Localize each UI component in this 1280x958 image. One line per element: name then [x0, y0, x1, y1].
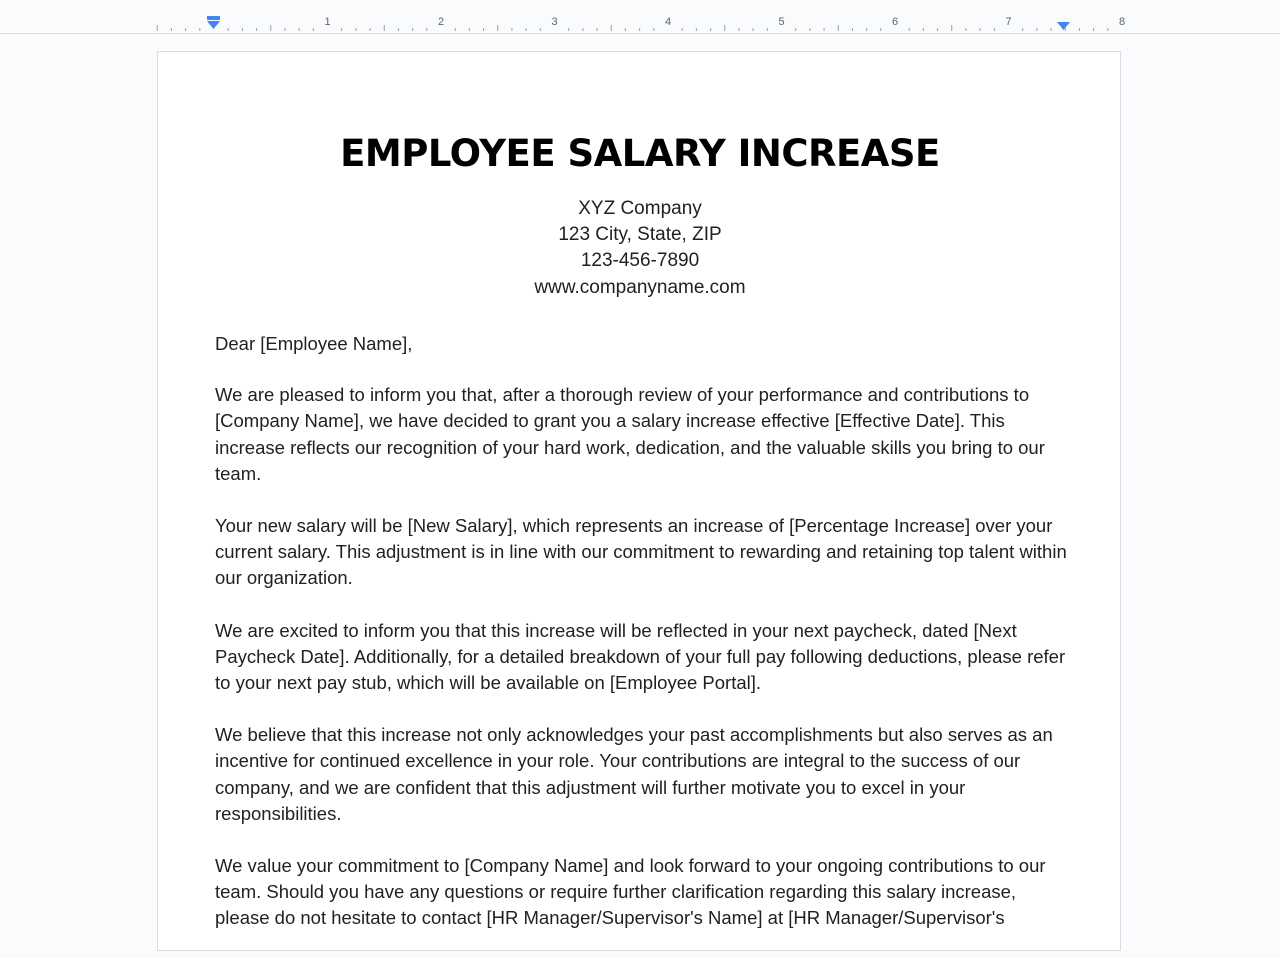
- ruler-number: 3: [551, 16, 558, 28]
- right-indent-marker-icon[interactable]: [1057, 22, 1070, 30]
- ruler-number: 1: [324, 16, 331, 28]
- horizontal-ruler[interactable]: [0, 0, 1280, 34]
- company-website: www.companyname.com: [534, 276, 746, 298]
- ruler-number: 7: [1005, 16, 1012, 28]
- ruler-ticks: [157, 25, 1108, 31]
- indent-marker-icon[interactable]: [207, 16, 220, 29]
- document-title: EMPLOYEE SALARY INCREASE: [340, 132, 940, 175]
- ruler-scale: [0, 0, 1280, 33]
- ruler-number: 6: [891, 16, 899, 28]
- letter-body: [215, 331, 1075, 958]
- ruler-number: 4: [664, 16, 672, 28]
- ruler-number: 8: [1118, 16, 1126, 28]
- company-name: XYZ Company: [578, 198, 702, 219]
- letter-paragraph: We are pleased to inform you that, after a thorough review of your performance and contributions to [Company Name], we have decided to grant you a salary increase effective [Effective Date]. This increase reflects our recognition of your hard work, dedication, and the valuable skills you bring to our team.: [215, 384, 1045, 484]
- ruler-number: 5: [778, 16, 785, 28]
- ruler-number: 2: [437, 16, 445, 28]
- company-address: 123 City, State, ZIP: [558, 224, 722, 246]
- letter-paragraph: We value your commitment to [Company Name] and look forward to your ongoing contributions to our team. Should you have any questions or require further clarification regarding this salary increase, please do not hesitate to contact [HR Manager/Supervisor's Name] at [HR Manager/Supervisor's: [215, 855, 1046, 929]
- company-phone: 123-456-7890: [580, 250, 700, 272]
- letter-greeting: Dear [Employee Name],: [215, 333, 413, 354]
- document-page[interactable]: [157, 51, 1121, 951]
- company-address-block: [158, 196, 1122, 301]
- letter-paragraph: We are excited to inform you that this increase will be reflected in your next paycheck, dated [Next Paycheck Date]. Additionally, for a detailed breakdown of your full pay following deductions, please refer to your next pay stub, which will be available on [Employee Portal].: [215, 619, 1066, 694]
- letter-paragraph: We believe that this increase not only acknowledges your past accomplishments but also serves as an incentive for continued excellence in your role. Your contributions are integral to the success of our company, and we are confident that this adjustment will further motivate you to excel in your responsibilities.: [215, 724, 1053, 824]
- letter-paragraph: Your new salary will be [New Salary], which represents an increase of [Percentage Increase] over your current salary. This adjustment is in line with our commitment to rewarding and retaining top talent within our organization.: [215, 515, 1067, 589]
